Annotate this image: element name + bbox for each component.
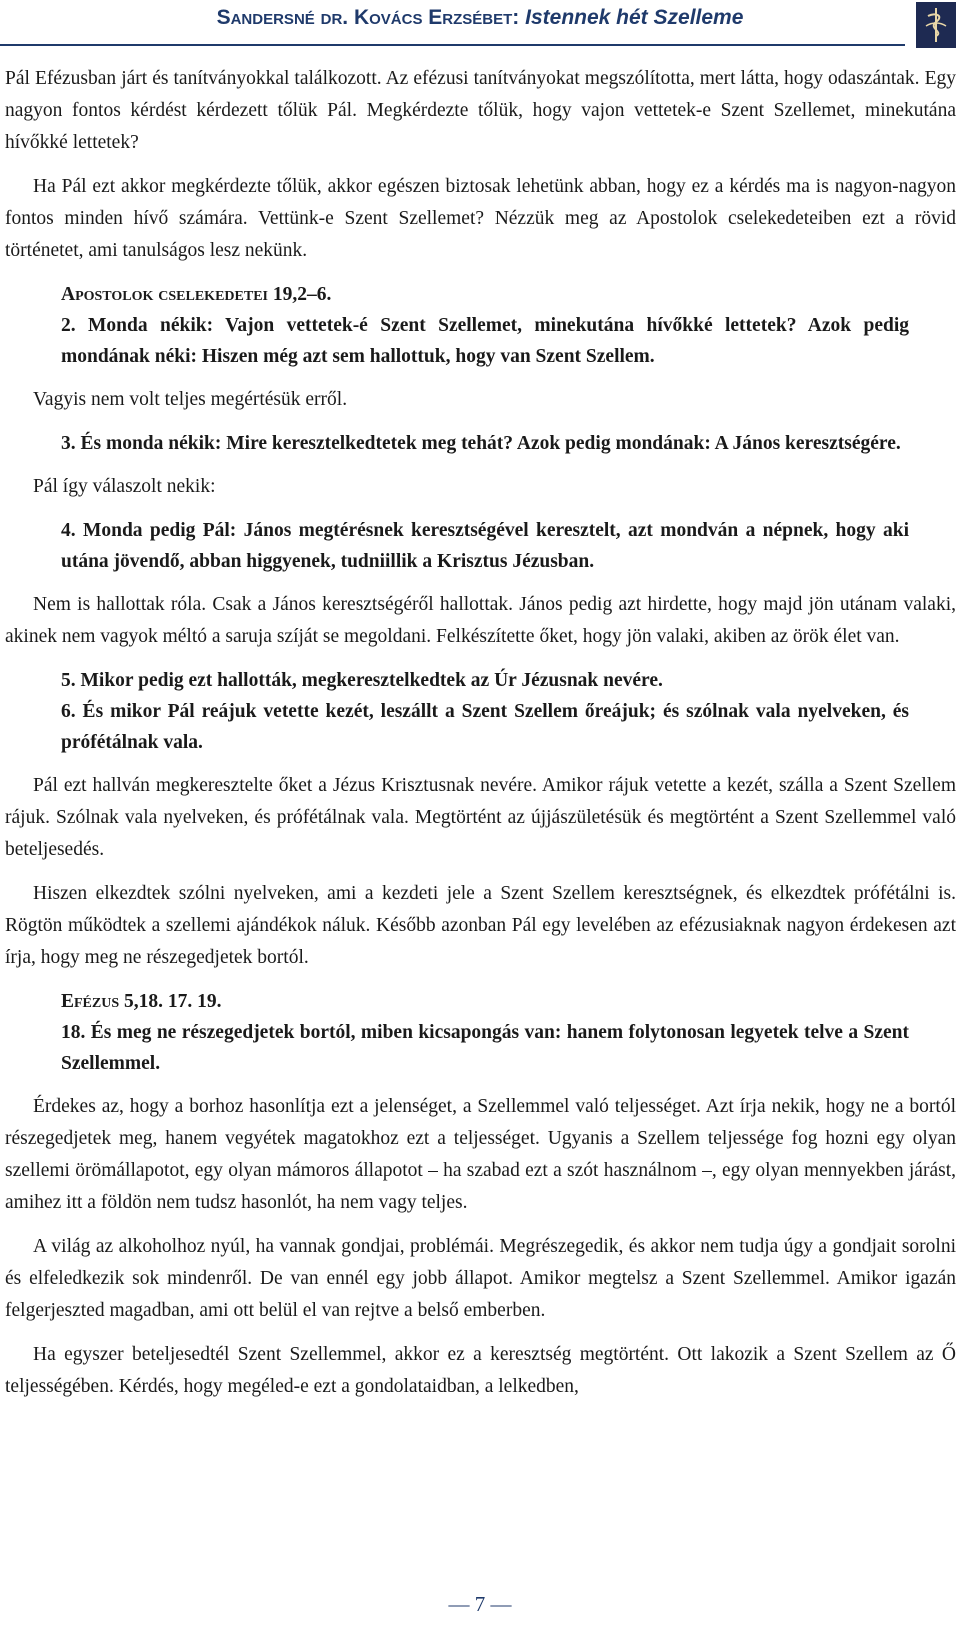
paragraph: Pál ezt hallván megkeresztelte őket a Jézus Krisztusnak nevére. Amikor rájuk vetette a kezét, szálla a Szent Szellem rájuk. Szólnak vala nyelveken, és prófétálnak vala. Megtörtént az újjászületésük és megtörtént a Szent Szellemmel való beteljesedés.	[5, 775, 956, 860]
paragraph: Pál így válaszolt nekik:	[33, 476, 216, 497]
paragraph: Ha egyszer beteljesedtél Szent Szellemmel, akkor ez a keresztség megtörtént. Ott lakozik a Szent Szellem az Ő teljességében. Kérdés, hogy megéled-e ezt a gondolataidban, a lelkedben,	[5, 1344, 956, 1397]
paragraph: Pál Efézusban járt és tanítványokkal találkozott. Az efézusi tanítványokat megszólította, mert látta, hogy odaszántak. Egy nagyon fontos kérdést kérdezett tőlük Pál. Megkérdezte tőlük, hogy vajon vettetek-e Szent Szellemet, minekutána hívőkké lettetek?	[5, 68, 956, 153]
scripture-quote: 3. És monda nékik: Mire keresztelkedtetek meg tehát? Azok pedig mondának: A János keresztségére.	[61, 433, 901, 454]
page-header	[0, 0, 960, 46]
header-author: Sandersné dr. Kovács Erzsébet:	[216, 6, 520, 29]
page-number: — 7 —	[448, 1592, 512, 1616]
paragraph: Érdekes az, hogy a borhoz hasonlítja ezt a jelenséget, a Szellemmel való teljességet. Azt írja nekik, hogy ne a bortól részegedjetek meg, hanem vegyétek magatokhoz ezt a teljességet. Ugyanis a Szellem teljessége fog hozni egy olyan szellemi örömállapotot, egy olyan mámoros állapotot – ha szabad ezt a szót használnom –, egy olyan mennyekben járást, amihez itt a földön nem tudsz hasonlót, ha nem vagy teljes.	[5, 1096, 956, 1213]
page-body	[5, 63, 956, 1403]
scripture-quote: 5. Mikor pedig ezt hallották, megkeresztelkedtek az Úr Jézusnak nevére.	[61, 670, 663, 691]
paragraph: Nem is hallottak róla. Csak a János keresztségéről hallottak. János pedig azt hirdette, hogy majd jön utánam valaki, akinek nem vagyok méltó a saruja szíját se megoldani. Felkészítette őket, hogy jön valaki, akiben az örök élet van.	[5, 594, 956, 647]
header-book-title: Istennek hét Szelleme	[525, 6, 744, 29]
paragraph: A világ az alkoholhoz nyúl, ha vannak gondjai, problémái. Megrészegedik, és akkor nem tudja úgy a gondjait sorolni és elfeledkezik sok mindenről. De van ennél egy jobb állapot. Amikor megtelsz a Szent Szellemmel. Amikor igazán felgerjeszted magadban, ami ott belül el van rejtve a belső emberben.	[5, 1236, 956, 1321]
scripture-quote: 6. És mikor Pál reájuk vetette kezét, leszállt a Szent Szellem őreájuk; és szólnak vala nyelveken, és prófétálnak vala.	[61, 701, 909, 753]
scripture-quote: 18. És meg ne részegedjetek bortól, miben kicsapongás van: hanem folytonosan legyetek telve a Szent Szellemmel.	[61, 1022, 909, 1074]
paragraph: Ha Pál ezt akkor megkérdezte tőlük, akkor egészen biztosak lehetünk abban, hogy ez a kérdés ma is nagyon-nagyon fontos minden hívő számára. Vettünk-e Szent Szellemet? Nézzük meg az Apostolok cselekedeteiben ezt a rövid történetet, ami tanulságos lesz nekünk.	[5, 176, 956, 261]
scripture-quote: 4. Monda pedig Pál: János megtérésnek keresztségével keresztelt, azt mondván a népnek, hogy aki utána jövendő, abban higgyenek, tudniillik a Krisztus Jézusban.	[61, 520, 909, 572]
scripture-quote: 2. Monda nékik: Vajon vettetek-é Szent Szellemet, minekutána hívőkké lettetek? Azok pedig mondának néki: Hiszen még azt sem hallottuk, hogy van Szent Szellem.	[61, 315, 909, 367]
running-header	[0, 6, 960, 30]
header-rule	[0, 44, 905, 46]
scripture-reference: Apostolok cselekedetei 19,2–6.	[61, 284, 332, 305]
paragraph: Hiszen elkezdtek szólni nyelveken, ami a kezdeti jele a Szent Szellem keresztségnek, és elkezdtek prófétálni is. Rögtön működtek a szellemi ajándékok náluk. Később azonban Pál egy levelében az efézusiaknak nagyon érdekesen azt írja, hogy meg ne részegedjetek bortól.	[5, 883, 956, 968]
paragraph: Vagyis nem volt teljes megértésük erről.	[33, 389, 348, 410]
scripture-reference: Efézus 5,18. 17. 19.	[61, 991, 222, 1012]
publisher-logo-icon	[916, 2, 956, 48]
